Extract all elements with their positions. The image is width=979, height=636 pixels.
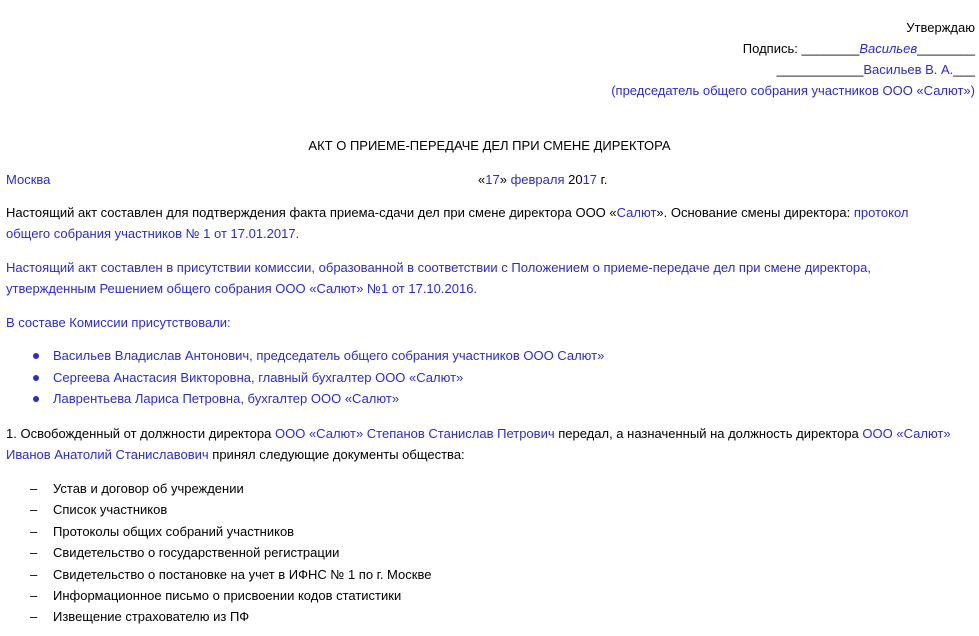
approver-name: Васильев В. А. xyxy=(863,62,954,77)
dash-marker: – xyxy=(30,481,38,496)
name-blank-after: ___ xyxy=(953,62,975,77)
list-item: Протоколы общих собраний участников xyxy=(53,524,295,539)
commission-header: В составе Комиссии присутствовали: xyxy=(6,315,231,330)
para1-text2: ». Основание смены директора: xyxy=(656,205,851,220)
list-item: Информационное письмо о присвоении кодов статистики xyxy=(53,588,402,603)
document-date xyxy=(478,172,607,188)
para2-line1: Настоящий акт составлен в присутствии комиссии, образованной в соответствии с Положением о приеме-передаче дел при смене директора, xyxy=(6,260,872,275)
dash-marker: – xyxy=(30,609,38,624)
date-quote-open: « xyxy=(478,172,486,187)
signature-blank-after: ________ xyxy=(917,41,975,56)
para1-line1 xyxy=(6,205,908,221)
dash-marker: – xyxy=(30,502,38,517)
document-title: АКТ О ПРИЕМЕ-ПЕРЕДАЧЕ ДЕЛ ПРИ СМЕНЕ ДИРЕКТОРА xyxy=(308,138,671,153)
name-line xyxy=(777,62,975,78)
para2-line2: утвержденным Решением общего собрания ООО «Салют» №1 от 17.10.2016. xyxy=(6,281,478,296)
point1-mid: передал, а назначенный на должность директора xyxy=(558,426,859,441)
date-day: 17 xyxy=(485,172,500,187)
date-year-suffix: 17 xyxy=(582,172,598,187)
signature-line xyxy=(743,41,975,57)
point1-num: 1. Освобожденный от должности директора xyxy=(6,426,272,441)
signature-label: Подпись: xyxy=(742,41,798,56)
para1-org: Салют xyxy=(616,205,657,220)
list-item: Извещение страхователю из ПФ xyxy=(53,609,250,624)
list-item: Список участников xyxy=(53,502,168,517)
dash-marker: – xyxy=(30,567,38,582)
point1-org2: ООО «Салют» xyxy=(862,426,951,441)
list-item: Васильев Владислав Антонович, председатель общего собрания участников ООО Салют» xyxy=(53,348,605,363)
approve-label: Утверждаю xyxy=(906,20,975,35)
signature-blank-before: ________ xyxy=(801,41,860,56)
date-year-unit: г. xyxy=(600,172,608,187)
list-item: Лаврентьева Лариса Петровна, бухгалтер ООО «Салют» xyxy=(53,391,400,406)
list-item: Свидетельство о постановке на учет в ИФНС № 1 по г. Москве xyxy=(53,567,432,582)
bullet-icon xyxy=(33,396,39,402)
point1-org1: ООО «Салют» Степанов Станислав Петрович xyxy=(275,426,555,441)
dash-marker: – xyxy=(30,524,38,539)
para1-text1: Настоящий акт составлен для подтверждения факта приема-сдачи дел при смене директора ООО « xyxy=(6,205,617,220)
new-director: Иванов Анатолий Станиславович xyxy=(6,447,209,462)
point1-tail: принял следующие документы общества: xyxy=(212,447,465,462)
list-item: Сергеева Анастасия Викторовна, главный бухгалтер ООО «Салют» xyxy=(53,370,464,385)
name-blank-before: ____________ xyxy=(776,62,864,77)
list-item: Устав и договор об учреждении xyxy=(53,481,244,496)
approver-position: (председатель общего собрания участников ООО «Салют») xyxy=(611,83,975,98)
list-item: Свидетельство о государственной регистрации xyxy=(53,545,340,560)
bullet-icon xyxy=(33,375,39,381)
dash-marker: – xyxy=(30,545,38,560)
bullet-icon xyxy=(33,353,39,359)
para1-basis-2: общего собрания участников № 1 от 17.01.2017. xyxy=(6,226,300,241)
date-quote-close: » xyxy=(499,172,507,187)
dash-marker: – xyxy=(30,588,38,603)
date-year-prefix: 20 xyxy=(568,172,583,187)
signature-name: Васильев xyxy=(859,41,918,56)
point1-line1 xyxy=(6,426,951,442)
city: Москва xyxy=(6,172,51,187)
date-month: февраля xyxy=(510,172,565,187)
point1-line2 xyxy=(6,447,465,463)
para1-basis-1: протокол xyxy=(853,205,909,220)
